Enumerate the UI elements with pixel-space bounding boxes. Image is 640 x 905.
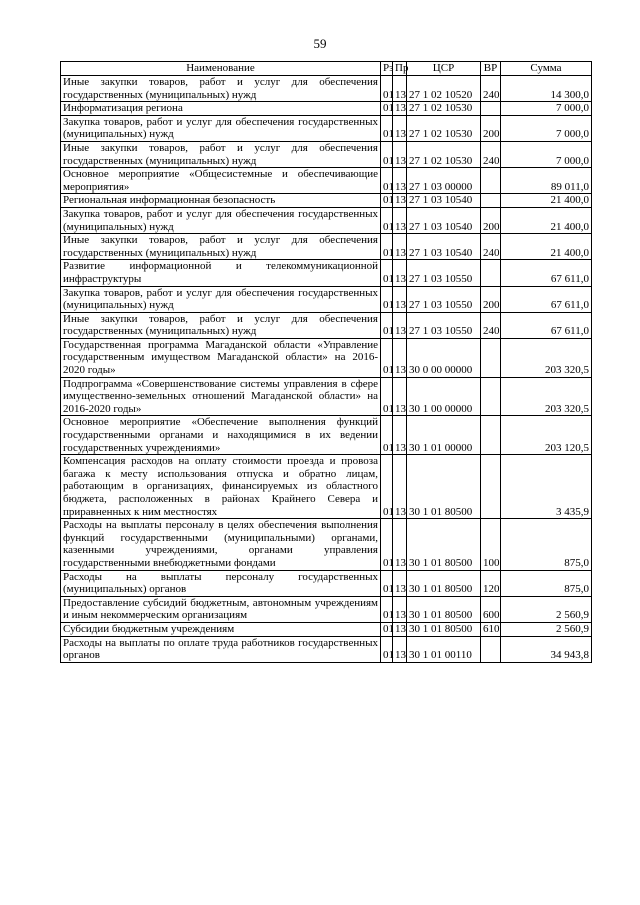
table-row [61, 455, 592, 519]
row-name-cell: Предоставление субсидий бюджетным, автономным учреждениям и иным некоммерческим организациям [61, 596, 381, 622]
row-vr-cell [481, 168, 501, 194]
row-rz-cell: 01 [381, 622, 393, 636]
table-row [61, 76, 592, 102]
header-rz: Рз [381, 62, 393, 76]
row-name-cell: Закупка товаров, работ и услуг для обеспечения государственных (муниципальных) нужд [61, 207, 381, 233]
row-name-cell: Основное мероприятие «Общесистемные и обеспечивающие мероприятия» [61, 168, 381, 194]
row-name-cell: Расходы на выплаты по оплате труда работников государственных органов [61, 636, 381, 662]
row-pr-cell: 13 [393, 622, 407, 636]
row-rz-cell: 01 [381, 519, 393, 570]
row-vr-cell: 200 [481, 286, 501, 312]
row-csr-cell: 27 1 02 10530 [407, 141, 481, 167]
row-rz-cell: 01 [381, 194, 393, 208]
row-rz-cell: 01 [381, 76, 393, 102]
row-vr-cell [481, 194, 501, 208]
row-csr-cell: 27 1 03 10550 [407, 260, 481, 286]
table-row [61, 570, 592, 596]
row-csr-cell: 30 1 01 80500 [407, 622, 481, 636]
header-row [61, 62, 592, 76]
row-name-cell: Расходы на выплаты персоналу государственных (муниципальных) органов [61, 570, 381, 596]
row-name-cell: Субсидии бюджетным учреждениям [61, 622, 381, 636]
header-csr: ЦСР [407, 62, 481, 76]
row-pr-cell: 13 [393, 519, 407, 570]
header-sum: Сумма [501, 62, 592, 76]
row-vr-cell: 200 [481, 115, 501, 141]
row-sum-cell: 2 560,9 [501, 596, 592, 622]
row-name-cell: Региональная информационная безопасность [61, 194, 381, 208]
row-sum-cell: 875,0 [501, 519, 592, 570]
row-pr-cell: 13 [393, 312, 407, 338]
row-csr-cell: 27 1 03 00000 [407, 168, 481, 194]
row-pr-cell: 13 [393, 338, 407, 377]
table-row [61, 194, 592, 208]
table-header [61, 62, 592, 76]
row-vr-cell: 240 [481, 76, 501, 102]
row-sum-cell: 34 943,8 [501, 636, 592, 662]
row-rz-cell: 01 [381, 570, 393, 596]
row-pr-cell: 13 [393, 168, 407, 194]
row-vr-cell [481, 416, 501, 455]
row-pr-cell: 13 [393, 416, 407, 455]
row-csr-cell: 27 1 02 10530 [407, 102, 481, 116]
row-pr-cell: 13 [393, 234, 407, 260]
row-name-cell: Иные закупки товаров, работ и услуг для обеспечения государственных (муниципальных) нужд [61, 141, 381, 167]
row-name-cell: Иные закупки товаров, работ и услуг для обеспечения государственных (муниципальных) нужд [61, 312, 381, 338]
row-name-cell: Информатизация региона [61, 102, 381, 116]
table-row [61, 168, 592, 194]
table-row [61, 286, 592, 312]
budget-table [60, 61, 592, 663]
row-pr-cell: 13 [393, 260, 407, 286]
row-name-cell: Иные закупки товаров, работ и услуг для обеспечения государственных (муниципальных) нужд [61, 234, 381, 260]
table-row [61, 207, 592, 233]
table-row [61, 596, 592, 622]
row-sum-cell: 7 000,0 [501, 141, 592, 167]
row-rz-cell: 01 [381, 338, 393, 377]
table-row [61, 622, 592, 636]
header-name: Наименование [61, 62, 381, 76]
row-csr-cell: 30 1 01 00110 [407, 636, 481, 662]
row-vr-cell: 240 [481, 234, 501, 260]
row-pr-cell: 13 [393, 207, 407, 233]
row-rz-cell: 01 [381, 168, 393, 194]
row-csr-cell: 27 1 03 10550 [407, 286, 481, 312]
table-row [61, 377, 592, 416]
row-csr-cell: 30 1 01 80500 [407, 570, 481, 596]
row-sum-cell: 2 560,9 [501, 622, 592, 636]
row-name-cell: Закупка товаров, работ и услуг для обеспечения государственных (муниципальных) нужд [61, 286, 381, 312]
header-pr: Пр [393, 62, 407, 76]
row-sum-cell: 89 011,0 [501, 168, 592, 194]
row-rz-cell: 01 [381, 102, 393, 116]
row-pr-cell: 13 [393, 115, 407, 141]
row-vr-cell: 100 [481, 519, 501, 570]
row-csr-cell: 30 1 00 00000 [407, 377, 481, 416]
row-sum-cell: 203 320,5 [501, 338, 592, 377]
row-csr-cell: 27 1 03 10540 [407, 234, 481, 260]
row-vr-cell [481, 455, 501, 519]
row-sum-cell: 14 300,0 [501, 76, 592, 102]
row-pr-cell: 13 [393, 286, 407, 312]
row-csr-cell: 30 1 01 00000 [407, 416, 481, 455]
row-vr-cell: 610 [481, 622, 501, 636]
row-pr-cell: 13 [393, 377, 407, 416]
row-pr-cell: 13 [393, 141, 407, 167]
row-rz-cell: 01 [381, 234, 393, 260]
row-csr-cell: 30 1 01 80500 [407, 455, 481, 519]
row-vr-cell: 240 [481, 141, 501, 167]
row-sum-cell: 67 611,0 [501, 260, 592, 286]
row-name-cell: Государственная программа Магаданской области «Управление государственным имуществом Магаданской области» на 2016-2020 годы» [61, 338, 381, 377]
row-vr-cell: 240 [481, 312, 501, 338]
row-pr-cell: 13 [393, 455, 407, 519]
row-rz-cell: 01 [381, 416, 393, 455]
row-vr-cell [481, 260, 501, 286]
row-vr-cell [481, 636, 501, 662]
row-sum-cell: 7 000,0 [501, 102, 592, 116]
row-sum-cell: 67 611,0 [501, 312, 592, 338]
row-sum-cell: 875,0 [501, 570, 592, 596]
row-rz-cell: 01 [381, 141, 393, 167]
table-row [61, 338, 592, 377]
table-row [61, 234, 592, 260]
row-name-cell: Подпрограмма «Совершенствование системы управления в сфере имущественно-земельных отношений Магаданской области» на 2016-2020 годы» [61, 377, 381, 416]
row-name-cell: Иные закупки товаров, работ и услуг для обеспечения государственных (муниципальных) нужд [61, 76, 381, 102]
row-pr-cell: 13 [393, 570, 407, 596]
row-pr-cell: 13 [393, 102, 407, 116]
table-body [61, 76, 592, 663]
row-name-cell: Расходы на выплаты персоналу в целях обеспечения выполнения функций государственными (муниципальными) органами, казенными учреждениями, органами управления государственными внебюджетными фондами [61, 519, 381, 570]
row-vr-cell: 120 [481, 570, 501, 596]
row-name-cell: Основное мероприятие «Обеспечение выполнения функций государственными органами и находящимися в их ведении государственных учреждениями» [61, 416, 381, 455]
row-rz-cell: 01 [381, 596, 393, 622]
row-rz-cell: 01 [381, 312, 393, 338]
row-csr-cell: 30 0 00 00000 [407, 338, 481, 377]
header-vr: ВР [481, 62, 501, 76]
row-rz-cell: 01 [381, 455, 393, 519]
row-sum-cell: 21 400,0 [501, 194, 592, 208]
row-rz-cell: 01 [381, 260, 393, 286]
row-vr-cell [481, 338, 501, 377]
row-csr-cell: 27 1 03 10540 [407, 207, 481, 233]
row-vr-cell: 200 [481, 207, 501, 233]
row-csr-cell: 27 1 03 10550 [407, 312, 481, 338]
table-row [61, 312, 592, 338]
row-sum-cell: 3 435,9 [501, 455, 592, 519]
table-row [61, 260, 592, 286]
row-sum-cell: 203 320,5 [501, 377, 592, 416]
row-rz-cell: 01 [381, 207, 393, 233]
row-sum-cell: 7 000,0 [501, 115, 592, 141]
row-csr-cell: 30 1 01 80500 [407, 519, 481, 570]
table-row [61, 636, 592, 662]
page-number: 59 [313, 36, 327, 51]
row-csr-cell: 27 1 02 10530 [407, 115, 481, 141]
table-row [61, 102, 592, 116]
row-sum-cell: 21 400,0 [501, 207, 592, 233]
row-pr-cell: 13 [393, 596, 407, 622]
row-pr-cell: 13 [393, 636, 407, 662]
row-rz-cell: 01 [381, 286, 393, 312]
row-sum-cell: 21 400,0 [501, 234, 592, 260]
row-name-cell: Закупка товаров, работ и услуг для обеспечения государственных (муниципальных) нужд [61, 115, 381, 141]
row-pr-cell: 13 [393, 76, 407, 102]
table-row [61, 416, 592, 455]
row-name-cell: Компенсация расходов на оплату стоимости проезда и провоза багажа к месту использования отпуска и обратно лицам, работающим в организациях, финансируемых из областного бюджета, расположенных в районах Крайнего Севера и приравненных к ним местностях [61, 455, 381, 519]
row-vr-cell: 600 [481, 596, 501, 622]
row-rz-cell: 01 [381, 636, 393, 662]
row-csr-cell: 30 1 01 80500 [407, 596, 481, 622]
row-rz-cell: 01 [381, 115, 393, 141]
row-rz-cell: 01 [381, 377, 393, 416]
row-name-cell: Развитие информационной и телекоммуникационной инфраструктуры [61, 260, 381, 286]
row-pr-cell: 13 [393, 194, 407, 208]
row-csr-cell: 27 1 03 10540 [407, 194, 481, 208]
row-sum-cell: 203 120,5 [501, 416, 592, 455]
row-vr-cell [481, 102, 501, 116]
row-sum-cell: 67 611,0 [501, 286, 592, 312]
table-row [61, 141, 592, 167]
row-csr-cell: 27 1 02 10520 [407, 76, 481, 102]
row-vr-cell [481, 377, 501, 416]
table-row [61, 115, 592, 141]
table-row [61, 519, 592, 570]
